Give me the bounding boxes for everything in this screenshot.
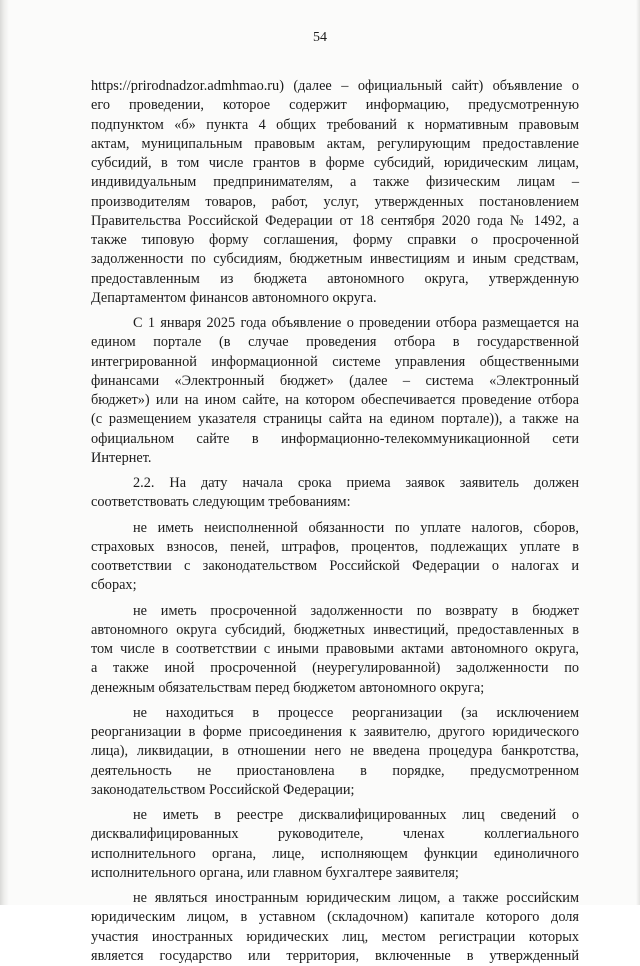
page-number: 54 xyxy=(313,30,327,45)
text-line: законодательством Российской Федерации; xyxy=(91,781,355,798)
text-line: соответствии с законодательством Российской Федерации о налогах и xyxy=(91,558,579,574)
text-line: Департаментом финансов автономного округа. xyxy=(91,289,377,306)
text-line: участия иностранных юридических лиц, местом регистрации которых xyxy=(91,928,579,945)
document-body xyxy=(91,77,579,966)
text-line: не находиться в процессе реорганизации (за исключением xyxy=(133,704,579,721)
text-line: сборах; xyxy=(91,577,137,594)
paragraph xyxy=(91,519,579,596)
paragraph xyxy=(91,474,579,513)
text-line: финансами «Электронный бюджет» (далее – система «Электронный xyxy=(91,372,579,389)
text-line: не иметь неисполненной обязанности по уплате налогов, сборов, xyxy=(133,519,579,536)
paragraph xyxy=(91,806,579,883)
paragraph xyxy=(91,314,579,468)
text-line: актам, муниципальным правовым актам, регулирующим предоставление xyxy=(91,135,579,152)
text-line: не иметь в реестре дисквалифицированных лиц сведений о xyxy=(133,807,579,823)
text-line: Интернет. xyxy=(91,449,152,466)
text-line: лица), ликвидации, в отношении него не введена процедура банкротства, xyxy=(91,743,579,760)
paragraph xyxy=(91,602,579,698)
text-line: является государство или территория, включенные в утвержденный xyxy=(91,947,579,964)
scan-shadow-right xyxy=(636,0,640,905)
text-line: том числе в соответствии с иными правовыми актами автономного округа, xyxy=(91,641,579,657)
paragraph xyxy=(91,889,579,966)
paragraph xyxy=(91,77,579,308)
text-line: 2.2. На дату начала срока приема заявок заявитель должен xyxy=(133,475,579,491)
scan-shadow-left xyxy=(0,0,9,905)
text-line: https://prirodnadzor.admhmao.ru) (далее – официальный сайт) объявление о xyxy=(91,78,579,94)
text-line: денежным обязательствам перед бюджетом автономного округа; xyxy=(91,679,485,696)
text-line: Правительства Российской Федерации от 18 сентября 2020 года № 1492, а xyxy=(91,212,579,229)
text-line: исполнительного органа, лице, исполняющем функции единоличного xyxy=(91,845,579,862)
text-line: деятельность не приостановлена в порядке, предусмотренном xyxy=(91,762,579,779)
text-line: интегрированной информационной системе управления общественными xyxy=(91,353,579,370)
text-line: страховых взносов, пеней, штрафов, процентов, подлежащих уплате в xyxy=(91,538,579,555)
text-line: задолженности по субсидиям, бюджетным инвестициям и иным средствам, xyxy=(91,251,579,268)
text-line: дисквалифицированных руководителе, членах коллегиального xyxy=(91,826,579,843)
paragraph xyxy=(91,704,579,800)
text-line: С 1 января 2025 года объявление о проведении отбора размещается на xyxy=(133,315,579,331)
text-line: не иметь просроченной задолженности по возврату в бюджет xyxy=(133,602,579,619)
text-line: предоставленным из бюджета автономного округа, утвержденную xyxy=(91,270,579,287)
text-line: соответствовать следующим требованиям: xyxy=(91,494,351,511)
text-line: индивидуальным предпринимателям, а также физическим лицам – xyxy=(91,174,579,191)
text-line: исполнительного органа, или главном бухгалтере заявителя; xyxy=(91,864,459,881)
text-line: официальном сайте в информационно-телекоммуникационной сети xyxy=(91,430,579,447)
text-line: автономного округа субсидий, бюджетных инвестиций, предоставленных в xyxy=(91,621,579,638)
text-line: юридическим лицом, в уставном (складочном) капитале которого доля xyxy=(91,909,579,926)
text-line: (с размещением указателя страницы сайта на едином портале)), а также на xyxy=(91,411,579,428)
text-line: производителям товаров, работ, услуг, утвержденных постановлением xyxy=(91,193,579,210)
text-line: а также иной просроченной (неурегулированной) задолженности по xyxy=(91,660,579,677)
text-line: его проведении, которое содержит информацию, предусмотренную xyxy=(91,97,579,114)
text-line: подпунктом «б» пункта 4 общих требований к нормативным правовым xyxy=(91,116,579,133)
text-line: реорганизации в форме присоединения к заявителю, другого юридического xyxy=(91,724,579,740)
text-line: едином портале (в случае проведения отбора в государственной xyxy=(91,334,579,351)
text-line: субсидий, в том числе грантов в форме субсидий, юридическим лицам, xyxy=(91,155,579,171)
text-line: также типовую форму соглашения, форму справки о просроченной xyxy=(91,232,579,248)
text-line: бюджет») или на ином сайте, на котором обеспечивается проведение отбора xyxy=(91,392,579,408)
text-line: не являться иностранным юридическим лицом, а также российским xyxy=(133,890,579,906)
